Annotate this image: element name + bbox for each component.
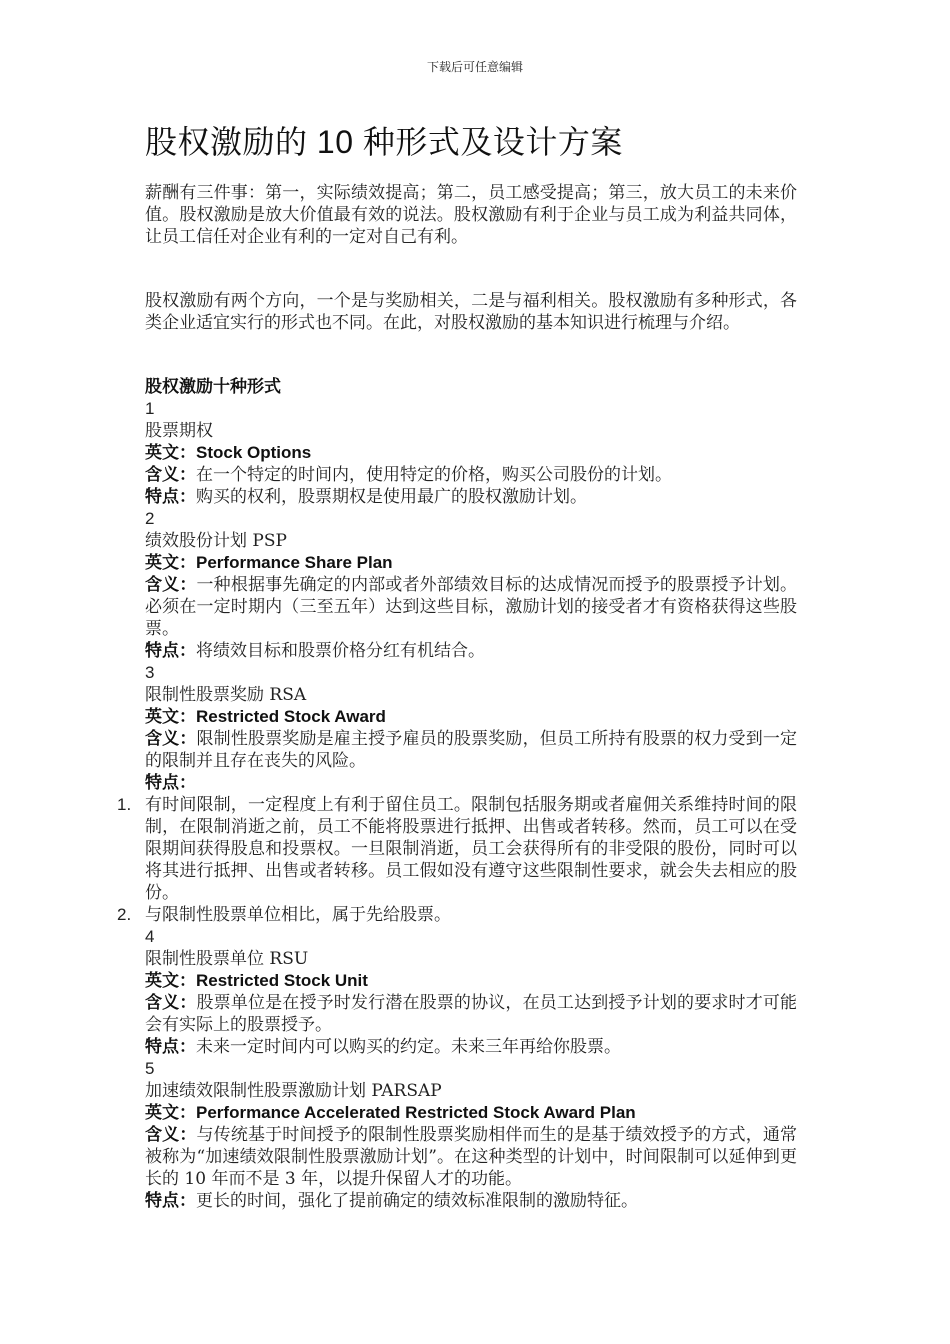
form-item-1: [145, 398, 797, 508]
form-number: 2: [145, 509, 155, 528]
meaning-label: 含义：: [145, 575, 197, 594]
form-feature: 购买的权利，股票期权是使用最广的股权激励计划。: [196, 487, 587, 507]
form-english-name: Performance Accelerated Restricted Stock Award Plan: [196, 1103, 636, 1122]
form-item-2: [145, 508, 797, 662]
form-english-name: Restricted Stock Award: [196, 707, 386, 726]
list-item-text: 有时间限制，一定程度上有利于留住员工。限制包括服务期或者雇佣关系维持时间的限制，在限制消逝之前，员工不能将股票进行抵押、出售或者转移。然而，员工可以在受限期间获得股息和投票权。一旦限制消逝，员工会获得所有的非受限的股份，同时可以将其进行抵押、出售或者转移。员工假如没有遵守这些限制性要求，就会失去相应的股份。: [145, 795, 797, 903]
english-label: 英文：: [145, 1103, 196, 1122]
form-english-name: Stock Options: [196, 443, 312, 462]
english-label: 英文：: [145, 443, 196, 462]
feature-label: 特点：: [145, 1037, 196, 1056]
form-name: 限制性股票奖励 RSA: [145, 685, 307, 705]
list-marker: 2.: [117, 905, 132, 924]
form-meaning: 限制性股票奖励是雇主授予雇员的股票奖励，但员工所持有股票的权力受到一定的限制并且存在丧失的风险。: [145, 729, 798, 771]
section-title: 股权激励十种形式: [145, 377, 281, 396]
feature-list: [117, 794, 797, 926]
english-label: 英文：: [145, 707, 196, 726]
meaning-label: 含义：: [145, 1125, 197, 1144]
feature-label: 特点：: [145, 641, 196, 660]
form-english-name: Performance Share Plan: [196, 553, 393, 572]
form-feature: 更长的时间，强化了提前确定的绩效标准限制的激励特征。: [196, 1191, 638, 1211]
form-number: 3: [145, 663, 155, 682]
feature-label: 特点：: [145, 1191, 196, 1210]
form-meaning: 股票单位是在授予时发行潜在股票的协议，在员工达到授予计划的要求时才可能会有实际上的股票授予。: [145, 993, 798, 1035]
form-meaning: 在一个特定的时间内，使用特定的价格，购买公司股份的计划。: [196, 465, 672, 485]
meaning-label: 含义：: [145, 465, 196, 484]
header-note: 下载后可任意编辑: [426, 60, 523, 74]
meaning-label: 含义：: [145, 993, 197, 1012]
feature-label: 特点：: [145, 487, 196, 506]
list-item: [117, 904, 797, 926]
feature-label: 特点：: [145, 773, 196, 792]
list-marker: 1.: [117, 795, 132, 814]
document-title: 股权激励的 10 种形式及设计方案: [145, 124, 623, 160]
list-item: [117, 794, 797, 904]
form-number: 1: [145, 399, 155, 418]
form-meaning: 一种根据事先确定的内部或者外部绩效目标的达成情况而授予的股票授予计划。必须在一定时期内（三至五年）达到这些目标，激励计划的接受者才有资格获得这些股票。: [145, 575, 798, 639]
form-number: 4: [145, 927, 155, 946]
form-meaning: 与传统基于时间授予的限制性股票奖励相伴而生的是基于绩效授予的方式，通常被称为“加速绩效限制性股票激励计划”。在这种类型的计划中，时间限制可以延伸到更长的 10 年而不是 3 年，以提升保留人才的功能。: [145, 1125, 798, 1189]
form-feature: 将绩效目标和股票价格分红有机结合。: [196, 641, 485, 661]
paragraph-spacer: [145, 334, 797, 376]
meaning-label: 含义：: [145, 729, 197, 748]
form-item-4: [145, 926, 797, 1058]
form-item-5: [145, 1058, 797, 1212]
intro-paragraph-2: 股权激励有两个方向，一个是与奖励相关，二是与福利相关。股权激励有多种形式，各类企业适宜实行的形式也不同。在此，对股权激励的基本知识进行梳理与介绍。: [145, 291, 797, 333]
english-label: 英文：: [145, 553, 196, 572]
document-body: [117, 120, 798, 1212]
form-number: 5: [145, 1059, 155, 1078]
form-name: 股票期权: [145, 421, 213, 441]
form-english-name: Restricted Stock Unit: [196, 971, 368, 990]
intro-paragraph-1: 薪酬有三件事：第一，实际绩效提高；第二，员工感受提高；第三，放大员工的未来价值。股权激励是放大价值最有效的说法。股权激励有利于企业与员工成为利益共同体，让员工信任对企业有利的一定对自己有利。: [145, 183, 797, 247]
form-name: 加速绩效限制性股票激励计划 PARSAP: [145, 1081, 442, 1101]
form-item-3: [117, 662, 798, 926]
list-item-text: 与限制性股票单位相比，属于先给股票。: [145, 905, 451, 925]
paragraph-spacer: [145, 248, 797, 290]
form-name: 限制性股票单位 RSU: [145, 949, 309, 969]
form-feature: 未来一定时间内可以购买的约定。未来三年再给你股票。: [196, 1037, 621, 1057]
form-name: 绩效股份计划 PSP: [145, 531, 287, 551]
english-label: 英文：: [145, 971, 196, 990]
